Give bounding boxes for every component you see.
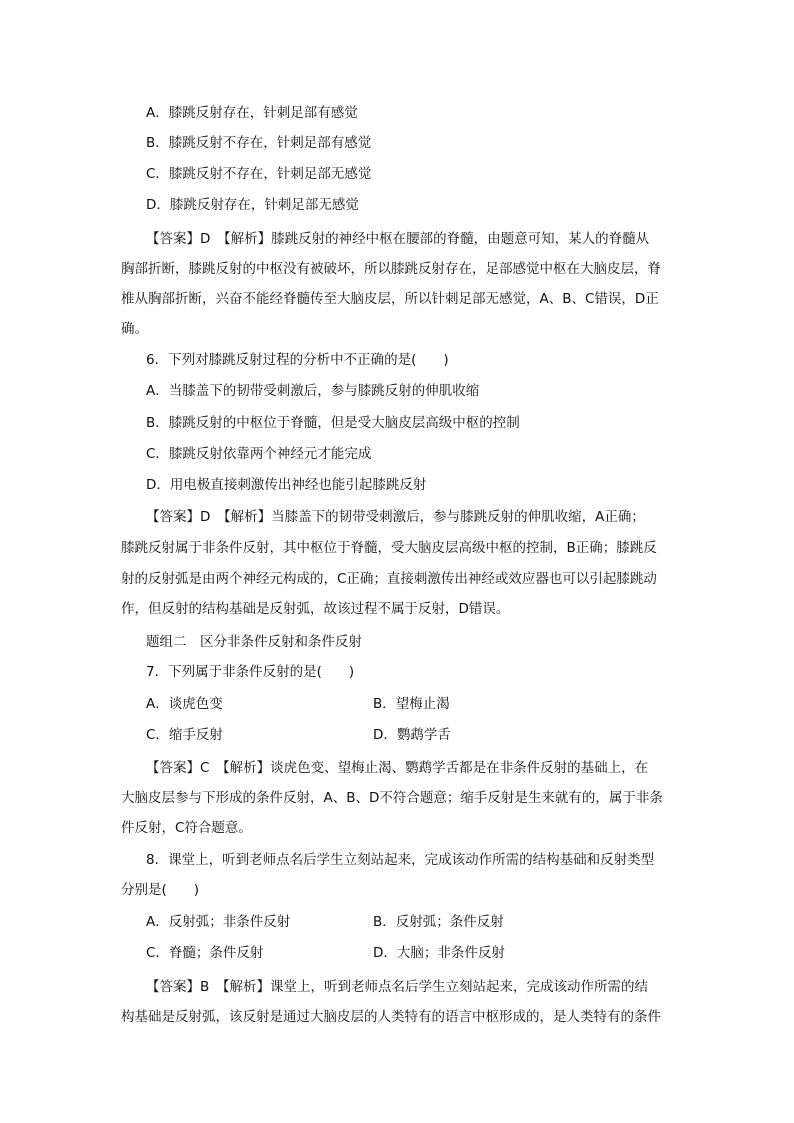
q6-option-d: D．用电极直接刺激传出神经也能引起膝跳反射 — [146, 477, 427, 493]
q5-answer-line-1: 【答案】D 【解析】膝跳反射的神经中枢在腰部的脊髓，由题意可知，某人的脊髓从 — [146, 231, 650, 247]
q6-answer-line-1: 【答案】D 【解析】当膝盖下的韧带受刺激后，参与膝跳反射的伸肌收缩，A正确； — [146, 509, 645, 525]
q8-stem-line-2: 分别是( ) — [121, 882, 200, 898]
q5-option-a: A．膝跳反射存在，针刺足部有感觉 — [146, 105, 358, 121]
q6-option-a: A．当膝盖下的韧带受刺激后，参与膝跳反射的伸肌收缩 — [146, 383, 480, 399]
q5-answer-line-3: 椎从胸部折断，兴奋不能经脊髓传至大脑皮层，所以针刺足部无感觉，A、B、C错误，D正 — [121, 291, 659, 307]
q7-option-b: B．望梅止渴 — [373, 696, 450, 712]
q7-option-a: A．谈虎色变 — [146, 696, 223, 712]
q8-option-d: D．大脑；非条件反射 — [373, 945, 505, 961]
q5-answer-line-4: 确。 — [121, 321, 148, 337]
q7-option-d: D．鹦鹉学舌 — [373, 727, 451, 743]
q8-option-a: A．反射弧；非条件反射 — [146, 914, 291, 930]
q8-option-b: B．反射弧；条件反射 — [373, 914, 504, 930]
q8-answer-line-1: 【答案】B 【解析】课堂上，听到老师点名后学生立刻站起来，完成该动作所需的结 — [146, 979, 649, 995]
q6-stem: 6．下列对膝跳反射过程的分析中不正确的是( ) — [146, 352, 449, 368]
q6-option-c: C．膝跳反射依靠两个神经元才能完成 — [146, 446, 372, 462]
group-title: 题组二 区分非条件反射和条件反射 — [146, 634, 362, 650]
q5-answer-line-2: 胸部折断，膝跳反射的中枢没有被破坏，所以膝跳反射存在，足部感觉中枢在大脑皮层，脊 — [121, 261, 661, 277]
q7-answer-line-1: 【答案】C 【解析】谈虎色变、望梅止渴、鹦鹉学舌都是在非条件反射的基础上，在 — [146, 760, 649, 776]
q7-option-c: C．缩手反射 — [146, 727, 223, 743]
q5-option-c: C．膝跳反射不存在，针刺足部无感觉 — [146, 166, 372, 182]
q7-stem: 7．下列属于非条件反射的是( ) — [146, 664, 355, 680]
q7-answer-line-3: 件反射，C符合题意。 — [121, 820, 252, 836]
q8-answer-line-2: 构基础是反射弧，该反射是通过大脑皮层的人类特有的语言中枢形成的，是人类特有的条件 — [121, 1009, 661, 1025]
q8-option-c: C．脊髓；条件反射 — [146, 945, 264, 961]
q8-stem-line-1: 8．课堂上，听到老师点名后学生立刻站起来，完成该动作所需的结构基础和反射类型 — [146, 852, 655, 868]
q5-option-d: D．膝跳反射存在，针刺足部无感觉 — [146, 197, 359, 213]
q7-answer-line-2: 大脑皮层参与下形成的条件反射，A、B、D不符合题意；缩手反射是生来就有的，属于非条 — [121, 790, 663, 806]
q6-answer-line-2: 膝跳反射属于非条件反射，其中枢位于脊髓，受大脑皮层高级中枢的控制，B正确；膝跳反 — [121, 540, 657, 556]
q6-answer-line-3: 射的反射弧是由两个神经元构成的，C正确；直接刺激传出神经或效应器也可以引起膝跳动 — [121, 571, 657, 587]
q6-option-b: B．膝跳反射的中枢位于脊髓，但是受大脑皮层高级中枢的控制 — [146, 415, 520, 431]
q5-option-b: B．膝跳反射不存在，针刺足部有感觉 — [146, 135, 372, 151]
q6-answer-line-4: 作，但反射的结构基础是反射弧，故该过程不属于反射，D错误。 — [121, 601, 510, 617]
